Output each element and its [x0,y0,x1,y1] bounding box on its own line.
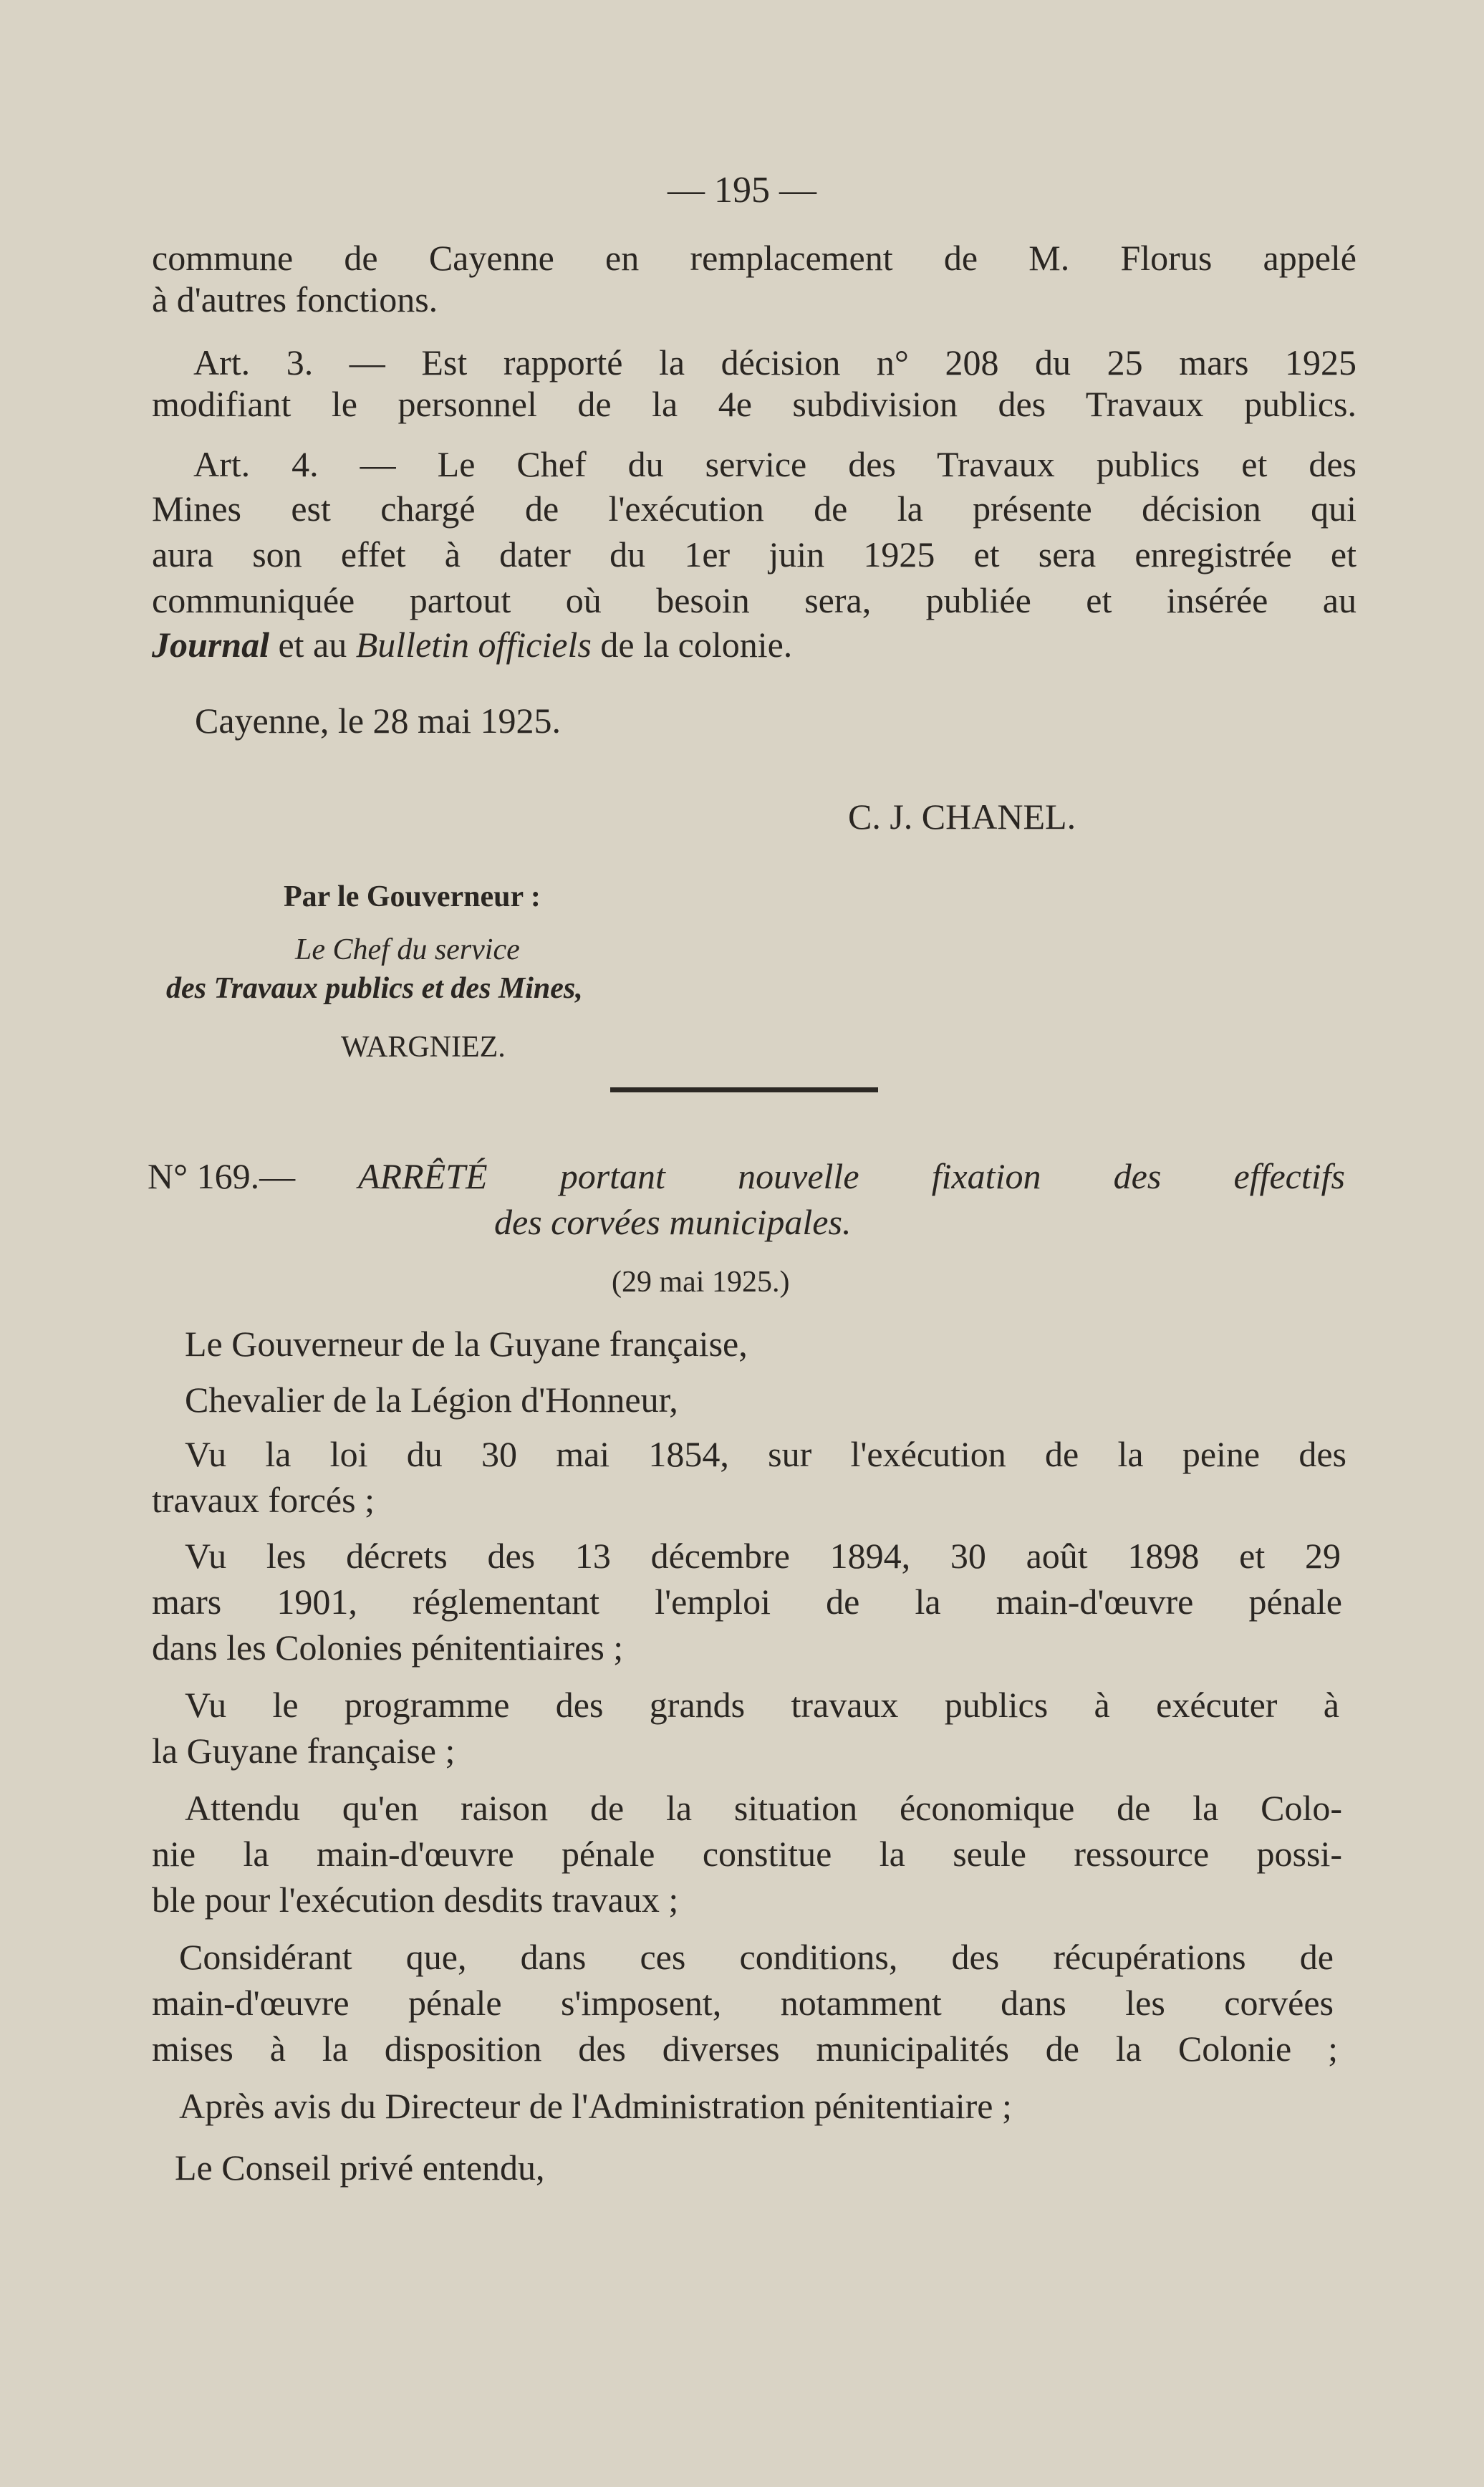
text-line: Art. 4. — Le Chef du service des Travaux publics et des [193,444,1357,484]
text-line: Vu les décrets des 13 décembre 1894, 30 août 1898 et 29 [185,1536,1341,1576]
text-line: Attendu qu'en raison de la situation économique de la Colo- [185,1788,1342,1828]
signatory: C. J. CHANEL. [848,797,1076,837]
bulletin-text: Bulletin officiels [355,625,592,665]
text-line: mises à la disposition des diverses municipalités de la Colonie ; [152,2029,1338,2069]
wargniez-name: WARGNIEZ. [341,1031,506,1064]
chef-line: des Travaux publics et des Mines, [166,972,583,1005]
text-line [152,623,792,666]
text-line: Après avis du Directeur de l'Administration pénitentiaire ; [179,2086,1012,2126]
arrete-title: des corvées municipales. [494,1202,852,1242]
place-date: Cayenne, le 28 mai 1925. [195,701,561,741]
text-line: dans les Colonies pénitentiaires ; [152,1627,624,1668]
text-line: communiquée partout où besoin sera, publiée et insérée au [152,580,1357,620]
page-number: — 195 — [668,170,816,211]
text-line: Considérant que, dans ces conditions, des récupérations de [179,1937,1334,1977]
journal-text: Journal [152,625,269,665]
text-line: modifiant le personnel de la 4e subdivision des Travaux publics. [152,384,1357,424]
text-line: Vu le programme des grands travaux publics à exécuter à [185,1685,1339,1725]
text-line: nie la main-d'œuvre pénale constitue la seule ressource possi- [152,1834,1342,1874]
text-line: Chevalier de la Légion d'Honneur, [185,1380,678,1420]
text-line: commune de Cayenne en remplacement de M. Florus appelé [152,238,1357,278]
text-line: ble pour l'exécution desdits travaux ; [152,1880,679,1920]
text-line: la Guyane française ; [152,1731,456,1771]
arrete-number: N° 169.— [148,1156,296,1196]
arrete-title: ARRÊTÉ portant nouvelle fixation des effectifs [358,1156,1345,1196]
par-le-gouverneur: Par le Gouverneur : [284,880,541,913]
text-line: Vu la loi du 30 mai 1854, sur l'exécution de la peine des [185,1434,1346,1474]
text-line: mars 1901, réglementant l'emploi de la main-d'œuvre pénale [152,1582,1342,1622]
text-line: aura son effet à dater du 1er juin 1925 et sera enregistrée et [152,534,1357,574]
text-line: à d'autres fonctions. [152,279,438,319]
arrete-date: (29 mai 1925.) [612,1266,790,1299]
separator-rule [610,1087,878,1092]
text-line: travaux forcés ; [152,1480,375,1520]
text-line: Le Gouverneur de la Guyane française, [185,1324,748,1364]
text-line: Le Conseil privé entendu, [175,2147,545,2188]
text-line: Mines est chargé de l'exécution de la présente décision qui [152,489,1357,529]
chef-line: Le Chef du service [295,933,520,966]
text-line: main-d'œuvre pénale s'imposent, notamment dans les corvées [152,1983,1334,2023]
text-line: Art. 3. — Est rapporté la décision n° 208 du 25 mars 1925 [193,342,1357,383]
text-fragment: et au [269,625,356,665]
text-fragment: de la colonie. [591,625,793,665]
